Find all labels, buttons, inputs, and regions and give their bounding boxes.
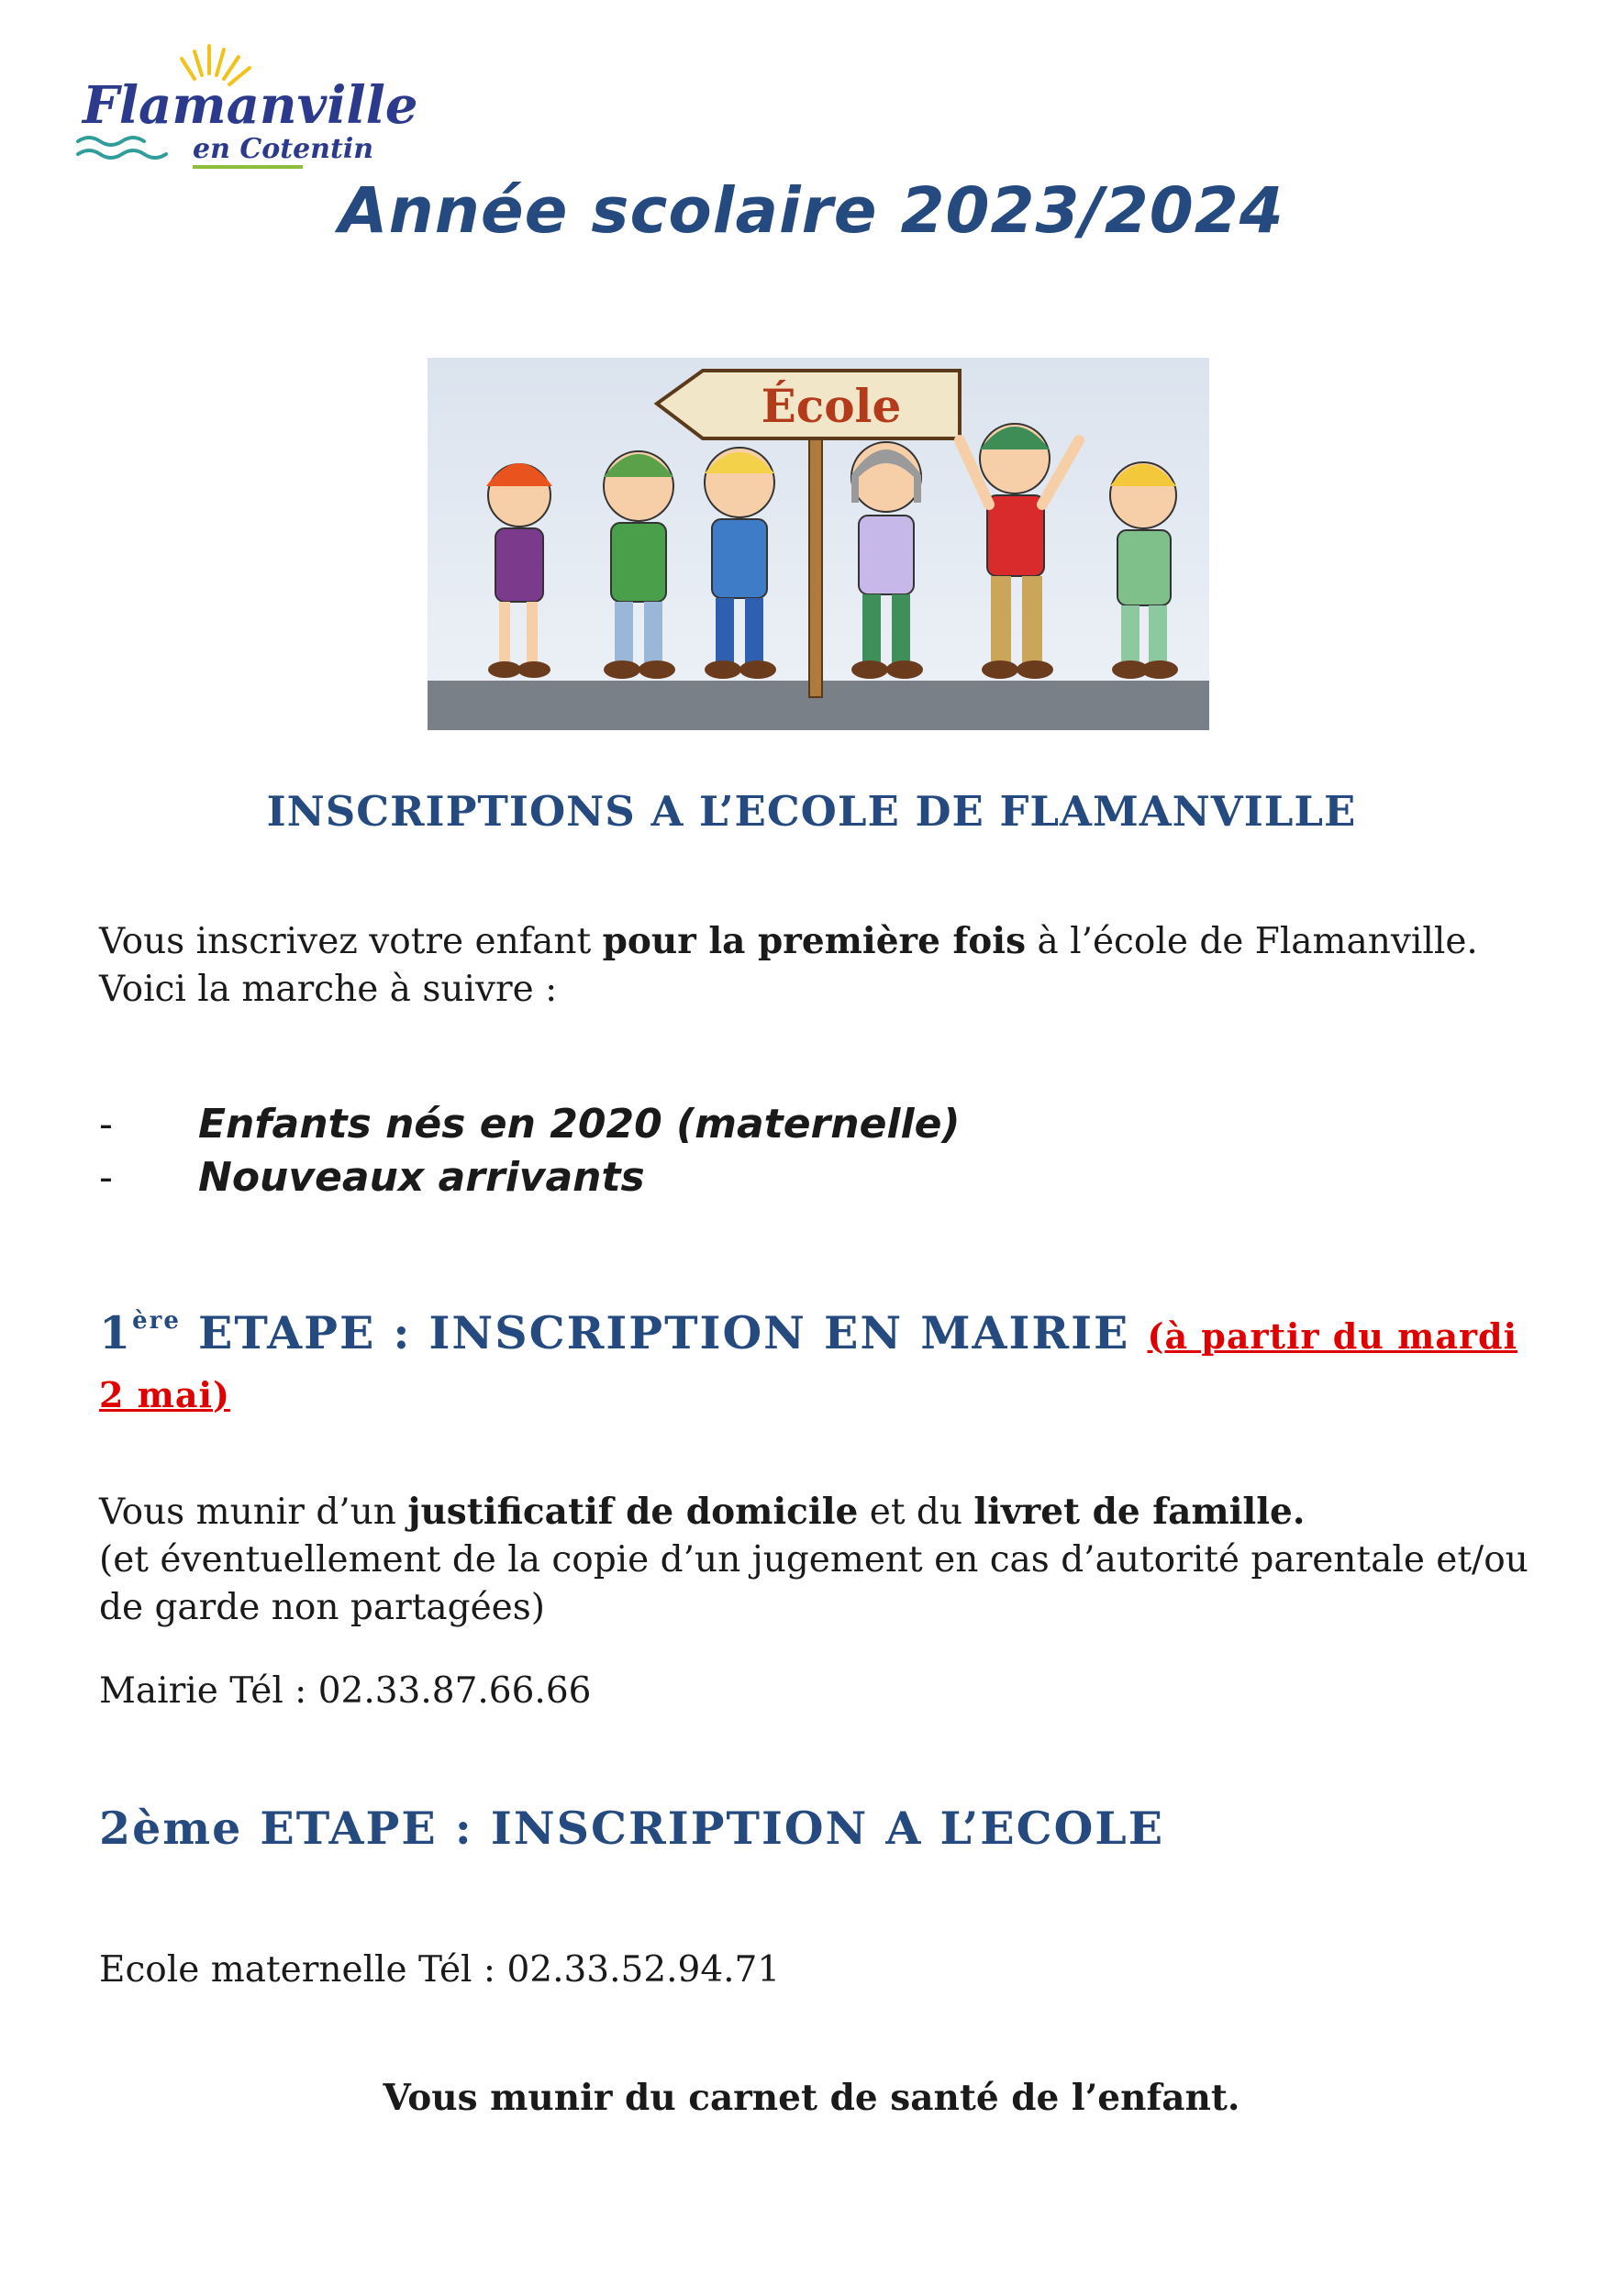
bullet-text: Enfants nés en 2020 (maternelle) <box>198 1101 961 1148</box>
intro-line1 <box>99 917 1567 966</box>
step1-superscript: ère <box>132 1307 181 1335</box>
children-walking-illustration <box>428 358 1209 730</box>
step1-number: 1 <box>99 1306 133 1359</box>
date-text: à partir du mardi 2 mai <box>99 1315 1518 1415</box>
bullet-dash: - <box>99 1101 113 1148</box>
intro-paragraph <box>99 917 1567 1014</box>
intro-line2: Voici la marche à suivre : <box>99 969 558 1010</box>
docs-text: Vous munir d’un <box>99 1492 408 1533</box>
bullet-text: Nouveaux arrivants <box>198 1154 645 1201</box>
wave-icon <box>78 138 166 158</box>
documents-note: (et éventuellement de la copie d’un jugement en cas d’autorité parentale et/ou de garde non partagées) <box>99 1539 1529 1628</box>
logo-line2: en Cotentin <box>193 133 374 165</box>
step1-documents <box>99 1488 1567 1632</box>
documents-line <box>99 1488 1567 1536</box>
intro-text-end: à l’école de Flamanville. <box>1026 921 1478 962</box>
ecole-phone: Ecole maternelle Tél : 02.33.52.94.71 <box>99 1949 781 1991</box>
docs-proof-of-address: justificatif de domicile <box>407 1491 859 1533</box>
date-paren-close: ) <box>212 1374 230 1415</box>
bullet-dash: - <box>99 1154 113 1201</box>
school-sign-text: École <box>761 379 902 433</box>
step2-heading: 2ème ETAPE : INSCRIPTION A L’ECOLE <box>99 1802 1165 1855</box>
date-paren-open: ( <box>1147 1315 1165 1357</box>
mairie-phone: Mairie Tél : 02.33.87.66.66 <box>99 1670 592 1712</box>
main-heading: INSCRIPTIONS A L’ECOLE DE FLAMANVILLE <box>266 787 1357 836</box>
page-title: Année scolaire 2023/2024 <box>339 174 1284 248</box>
logo-line1: Flamanville <box>83 75 418 136</box>
final-note: Vous munir du carnet de santé de l’enfant. <box>383 2077 1240 2119</box>
docs-family-book: livret de famille. <box>973 1491 1306 1533</box>
step1-title: ETAPE : INSCRIPTION EN MAIRIE <box>180 1306 1148 1359</box>
school-sign-icon <box>657 371 960 438</box>
flamanville-logo <box>73 39 418 176</box>
intro-text: Vous inscrivez votre enfant <box>99 921 603 962</box>
docs-text-mid: et du <box>858 1492 974 1533</box>
intro-emphasis: pour la première fois <box>602 920 1027 962</box>
step1-heading <box>99 1293 1540 1423</box>
